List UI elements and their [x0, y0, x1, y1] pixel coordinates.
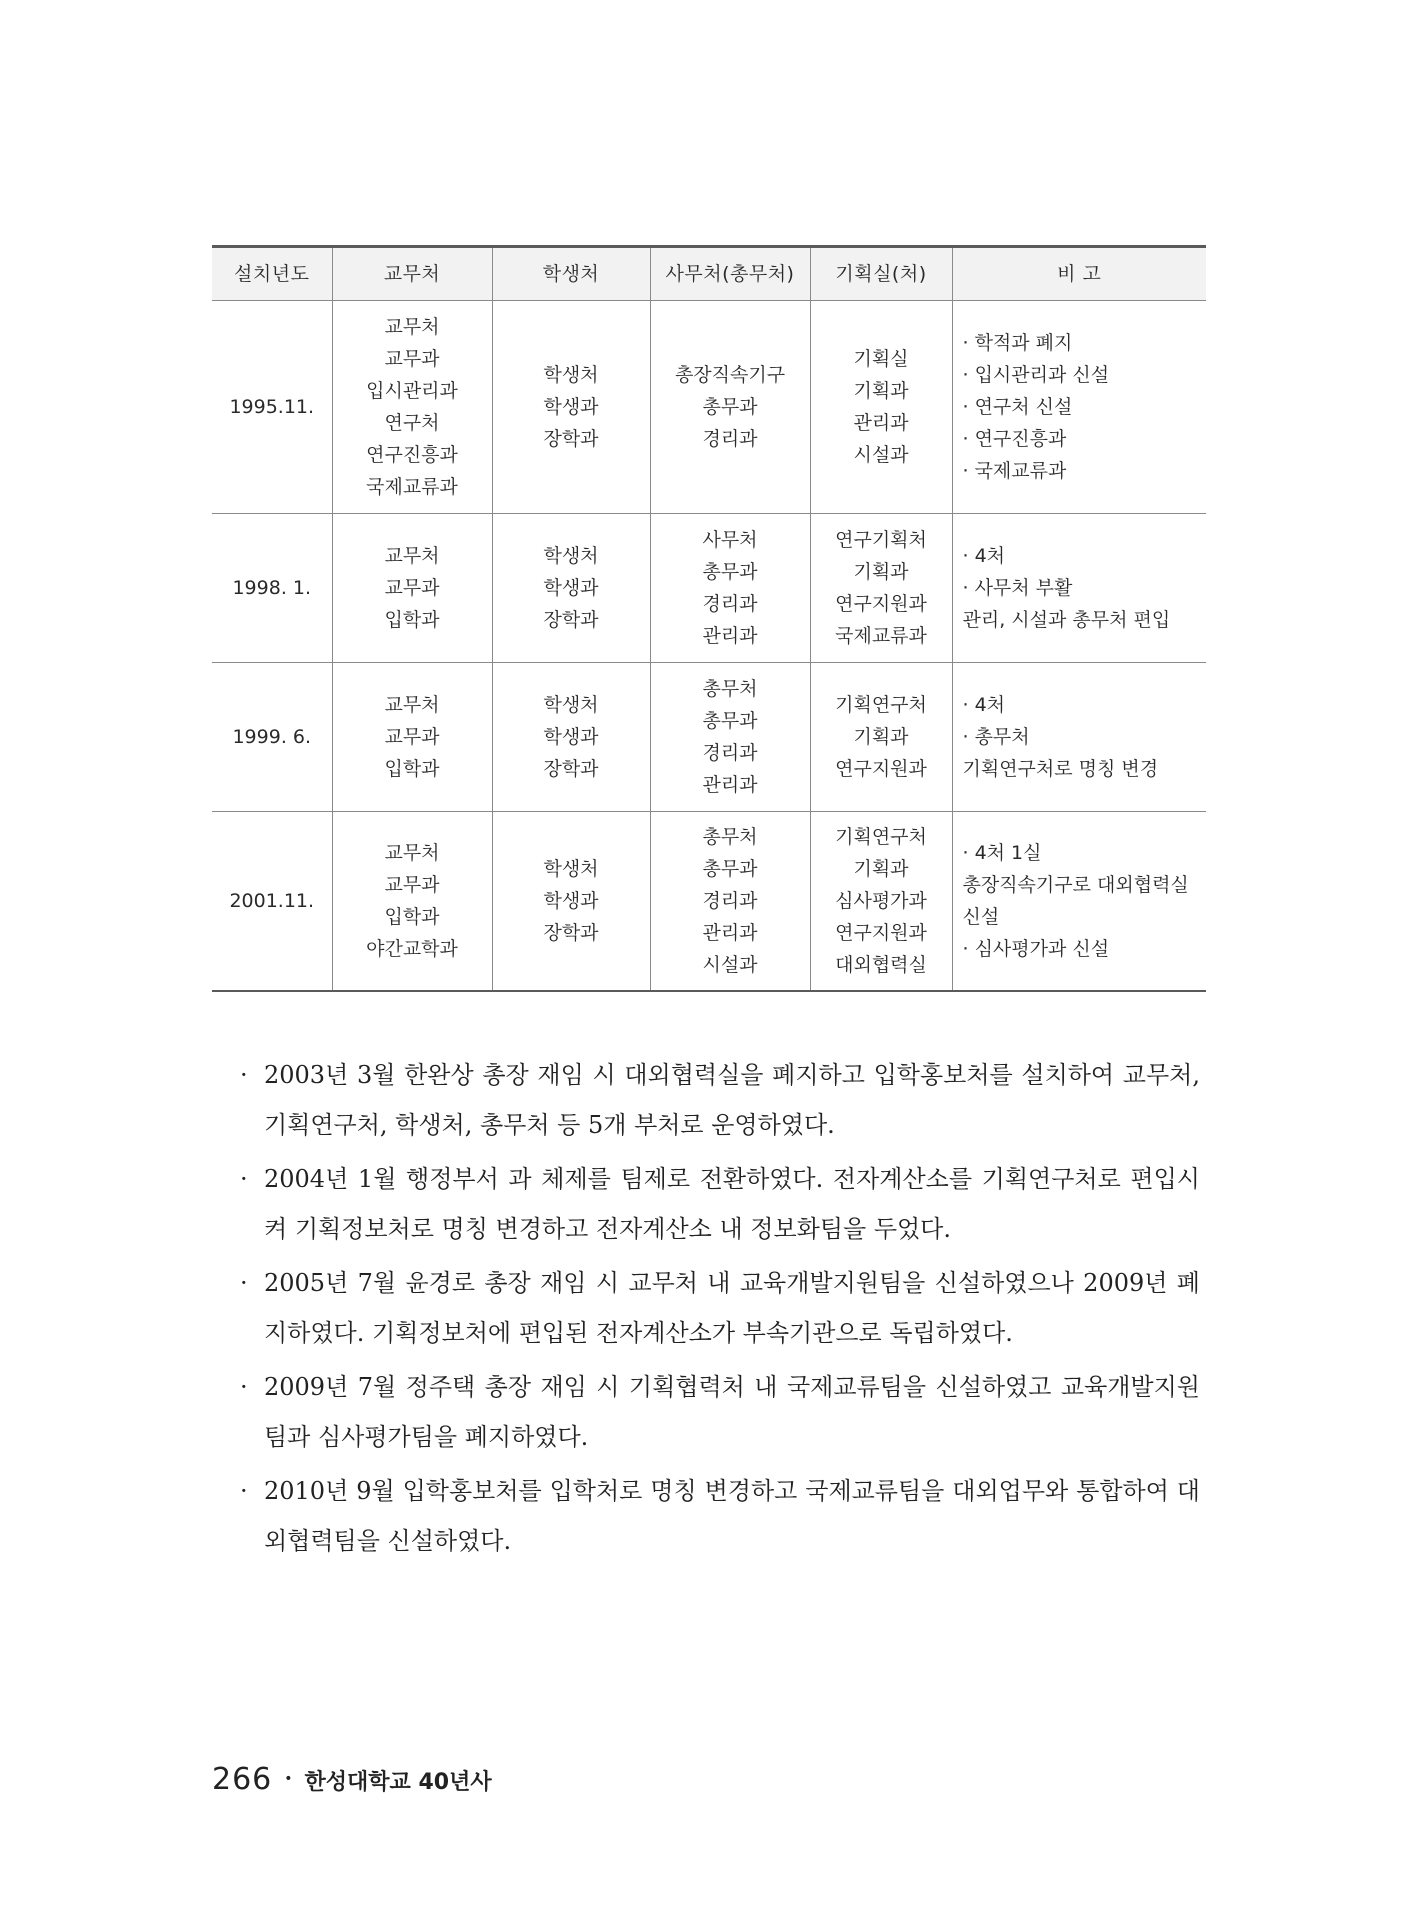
book-title: 한성대학교 40년사	[304, 1770, 492, 1795]
cell-line: 교무처	[384, 545, 440, 567]
cell-academic	[332, 514, 492, 663]
body-text	[240, 1050, 1200, 1566]
note-line: 신설	[962, 906, 1000, 928]
cell-line: 관리과	[702, 625, 758, 647]
header-notes: 비 고	[952, 247, 1206, 301]
cell-line: 연구지원과	[835, 593, 927, 615]
cell-line: 대외협력실	[835, 954, 927, 976]
cell-notes	[952, 812, 1206, 992]
bullet: ·	[240, 1061, 248, 1089]
cell-line: 총무과	[702, 396, 758, 418]
cell-line: 기획과	[853, 561, 909, 583]
paragraph-text: 2005년 7월 윤경로 총장 재임 시 교무처 내 교육개발지원팀을 신설하였으나 2009년 폐지하였다. 기획정보처에 편입된 전자계산소가 부속기관으로 독립하였다.	[264, 1269, 1200, 1347]
cell-planning	[810, 812, 952, 992]
footer-separator: •	[284, 1771, 293, 1787]
note-line: · 입시관리과 신설	[962, 364, 1110, 386]
cell-line: 경리과	[702, 890, 758, 912]
cell-line: 기획연구처	[835, 694, 927, 716]
cell-line: 관리과	[702, 774, 758, 796]
cell-line: 야간교학과	[366, 938, 458, 960]
cell-line: 학생처	[543, 364, 599, 386]
cell-line: 학생과	[543, 890, 599, 912]
cell-line: 학생과	[543, 577, 599, 599]
cell-general-affairs	[650, 301, 810, 514]
cell-line: 국제교류과	[366, 476, 458, 498]
note-line: · 연구처 신설	[962, 396, 1073, 418]
cell-line: 학생처	[543, 545, 599, 567]
cell-student	[492, 301, 650, 514]
cell-line: 기획실	[853, 348, 909, 370]
cell-line: 기획연구처	[835, 826, 927, 848]
page-number: 266	[212, 1762, 273, 1797]
note-line: · 심사평가과 신설	[962, 938, 1110, 960]
note-line: · 국제교류과	[962, 460, 1067, 482]
cell-line: 연구기획처	[835, 529, 927, 551]
cell-line: 장학과	[543, 609, 599, 631]
header-general-affairs: 사무처(총무처)	[650, 247, 810, 301]
note-line: · 사무처 부활	[962, 577, 1073, 599]
cell-line: 학생처	[543, 858, 599, 880]
cell-line: 국제교류과	[835, 625, 927, 647]
cell-notes	[952, 301, 1206, 514]
cell-year	[212, 663, 332, 812]
cell-academic	[332, 301, 492, 514]
cell-line: 연구지원과	[835, 922, 927, 944]
note-line: · 연구진흥과	[962, 428, 1067, 450]
cell-year	[212, 301, 332, 514]
organization-history-table	[212, 245, 1206, 992]
paragraph	[240, 1050, 1200, 1150]
note-line: · 4처	[962, 545, 1006, 567]
note-line: 총장직속기구로 대외협력실	[962, 874, 1189, 896]
table-header-row	[212, 247, 1206, 301]
cell-planning	[810, 514, 952, 663]
cell-line: 총무과	[702, 710, 758, 732]
table-row	[212, 301, 1206, 514]
note-line: · 학적과 폐지	[962, 332, 1073, 354]
cell-line: 총무처	[702, 678, 758, 700]
table-row	[212, 812, 1206, 992]
paragraph	[240, 1154, 1200, 1254]
cell-planning	[810, 301, 952, 514]
note-line: · 4처	[962, 694, 1006, 716]
paragraph-text: 2010년 9월 입학홍보처를 입학처로 명칭 변경하고 국제교류팀을 대외업무와 통합하여 대외협력팀을 신설하였다.	[264, 1477, 1200, 1555]
cell-notes	[952, 514, 1206, 663]
cell-line: 입학과	[384, 609, 440, 631]
table-row	[212, 663, 1206, 812]
header-planning: 기획실(처)	[810, 247, 952, 301]
cell-year	[212, 812, 332, 992]
cell-line: 총장직속기구	[674, 364, 786, 386]
cell-line: 사무처	[702, 529, 758, 551]
paragraph	[240, 1258, 1200, 1358]
cell-line: 경리과	[702, 428, 758, 450]
bullet: ·	[240, 1165, 248, 1193]
year-text: 1995.11.	[229, 396, 315, 418]
cell-line: 입학과	[384, 906, 440, 928]
cell-academic	[332, 812, 492, 992]
table-row	[212, 514, 1206, 663]
cell-line: 경리과	[702, 593, 758, 615]
cell-line: 교무처	[384, 694, 440, 716]
cell-line: 학생처	[543, 694, 599, 716]
note-line: 관리, 시설과 총무처 편입	[962, 609, 1171, 631]
year-text: 1999. 6.	[232, 726, 312, 748]
cell-year	[212, 514, 332, 663]
cell-line: 관리과	[853, 412, 909, 434]
cell-student	[492, 663, 650, 812]
cell-line: 장학과	[543, 428, 599, 450]
cell-line: 장학과	[543, 922, 599, 944]
bullet: ·	[240, 1373, 248, 1401]
paragraph-text: 2009년 7월 정주택 총장 재임 시 기획협력처 내 국제교류팀을 신설하였고 교육개발지원팀과 심사평가팀을 폐지하였다.	[264, 1373, 1200, 1451]
cell-line: 기획과	[853, 380, 909, 402]
bullet: ·	[240, 1269, 248, 1297]
page-footer	[212, 1762, 492, 1797]
paragraph-text: 2003년 3월 한완상 총장 재임 시 대외협력실을 폐지하고 입학홍보처를 설치하여 교무처, 기획연구처, 학생처, 총무처 등 5개 부처로 운영하였다.	[264, 1061, 1200, 1139]
cell-line: 교무과	[384, 577, 440, 599]
cell-line: 시설과	[702, 954, 758, 976]
cell-line: 연구지원과	[835, 758, 927, 780]
cell-line: 총무처	[702, 826, 758, 848]
cell-student	[492, 514, 650, 663]
cell-line: 교무과	[384, 348, 440, 370]
cell-line: 총무과	[702, 858, 758, 880]
cell-general-affairs	[650, 663, 810, 812]
cell-line: 학생과	[543, 396, 599, 418]
note-line: · 4처 1실	[962, 842, 1042, 864]
header-year: 설치년도	[212, 247, 332, 301]
cell-line: 교무처	[384, 842, 440, 864]
bullet: ·	[240, 1477, 248, 1505]
cell-planning	[810, 663, 952, 812]
cell-line: 시설과	[853, 444, 909, 466]
cell-line: 입학과	[384, 758, 440, 780]
cell-line: 교무처	[384, 316, 440, 338]
cell-line: 교무과	[384, 874, 440, 896]
paragraph	[240, 1466, 1200, 1566]
cell-line: 장학과	[543, 758, 599, 780]
cell-line: 경리과	[702, 742, 758, 764]
cell-notes	[952, 663, 1206, 812]
cell-general-affairs	[650, 514, 810, 663]
paragraph	[240, 1362, 1200, 1462]
cell-line: 연구진흥과	[366, 444, 458, 466]
cell-student	[492, 812, 650, 992]
cell-line: 입시관리과	[366, 380, 458, 402]
cell-line: 기획과	[853, 858, 909, 880]
cell-academic	[332, 663, 492, 812]
header-academic: 교무처	[332, 247, 492, 301]
cell-line: 연구처	[384, 412, 440, 434]
cell-line: 기획과	[853, 726, 909, 748]
note-line: · 총무처	[962, 726, 1030, 748]
cell-general-affairs	[650, 812, 810, 992]
year-text: 1998. 1.	[232, 577, 312, 599]
cell-line: 관리과	[702, 922, 758, 944]
year-text: 2001.11.	[229, 890, 315, 912]
paragraph-text: 2004년 1월 행정부서 과 체제를 팀제로 전환하였다. 전자계산소를 기획연구처로 편입시켜 기획정보처로 명칭 변경하고 전자계산소 내 정보화팀을 두었다.	[264, 1165, 1200, 1243]
note-line: 기획연구처로 명칭 변경	[962, 758, 1159, 780]
cell-line: 교무과	[384, 726, 440, 748]
cell-line: 총무과	[702, 561, 758, 583]
cell-line: 심사평가과	[835, 890, 927, 912]
cell-line: 학생과	[543, 726, 599, 748]
header-student: 학생처	[492, 247, 650, 301]
